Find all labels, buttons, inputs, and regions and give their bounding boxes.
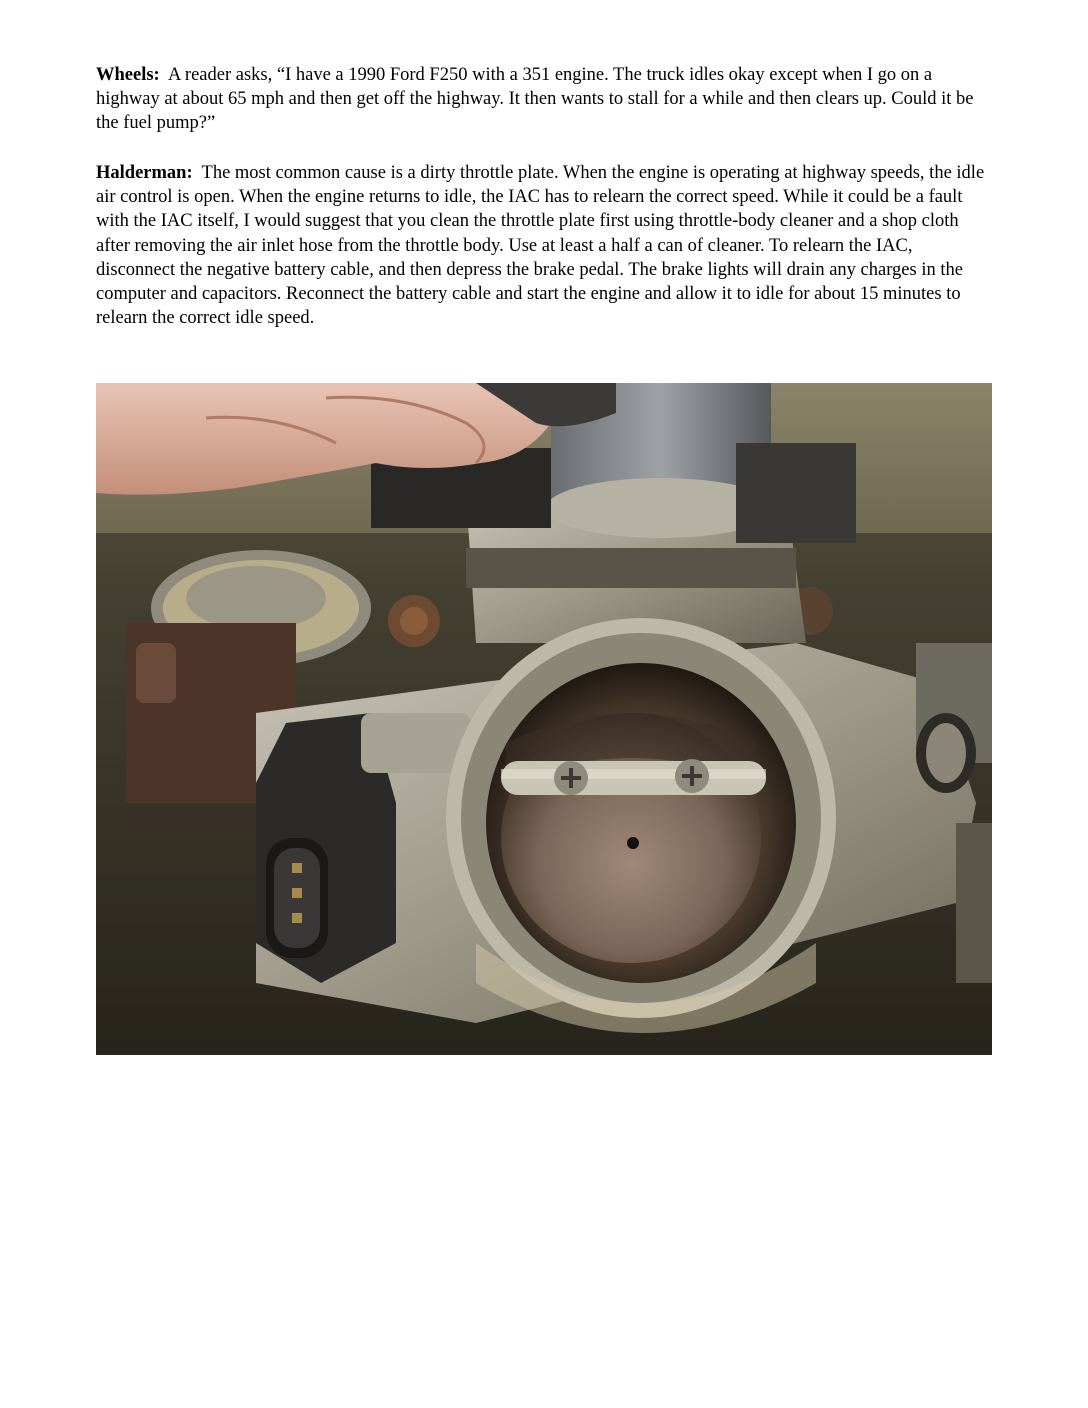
answer-paragraph: [96, 161, 996, 330]
throttle-body-photo: [96, 383, 992, 1055]
question-speaker: Wheels:: [96, 65, 160, 85]
question-paragraph: [96, 63, 996, 136]
answer-text: The most common cause is a dirty throttle plate. When the engine is operating at highway speeds, the idle air control is open. When the engine returns to idle, the IAC has to relearn the correct speed. While it could be a fault with the IAC itself, I would suggest that you clean the throttle plate first using throttle-body cleaner and a shop cloth after removing the air inlet hose from the throttle body. Use at least a half a can of cleaner. To relearn the IAC, disconnect the negative battery cable, and then depress the brake pedal. The brake lights will drain any charges in the computer and capacitors. Reconnect the battery cable and start the engine and allow it to idle for about 15 minutes to relearn the correct idle speed.: [96, 163, 985, 329]
question-text: A reader asks, “I have a 1990 Ford F250 with a 351 engine. The truck idles okay except when I go on a highway at about 65 mph and then get off the highway. It then wants to stall for a while and then clears up. Could it be the fuel pump?”: [96, 65, 974, 134]
answer-speaker: Halderman:: [96, 163, 193, 183]
